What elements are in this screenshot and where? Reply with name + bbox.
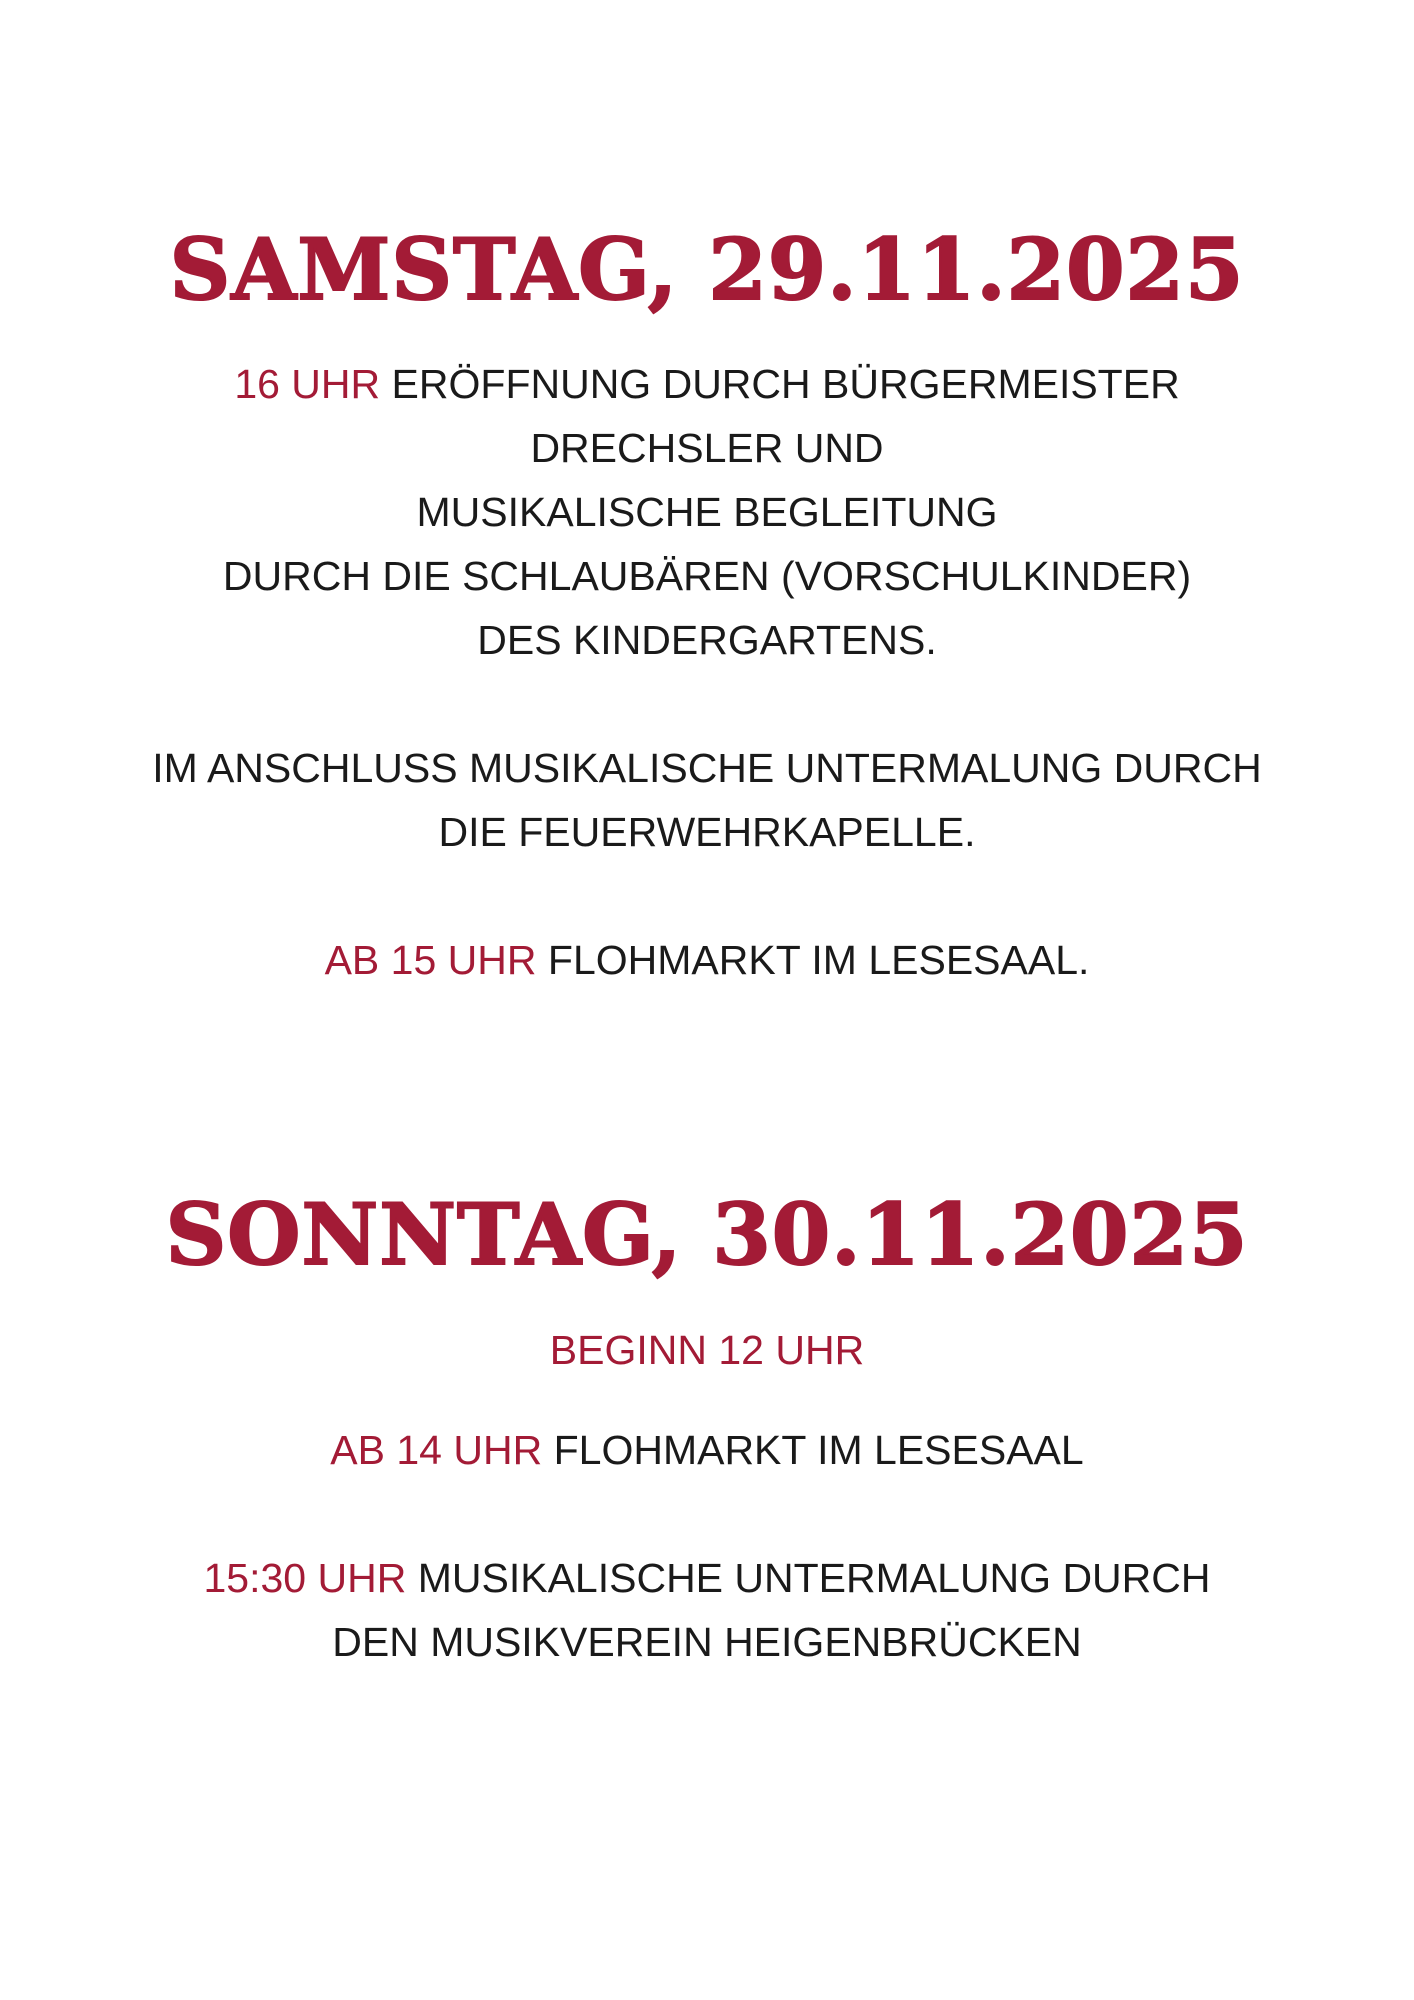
opening-line-5: DES KINDERGARTENS. xyxy=(477,617,937,663)
opening-line-1 xyxy=(0,352,1414,416)
saturday-followup-block xyxy=(0,736,1414,864)
sunday-fleamarket-time: AB 14 UHR xyxy=(330,1427,543,1473)
sunday-begin-block xyxy=(0,1318,1414,1382)
music-time: 15:30 UHR xyxy=(203,1555,407,1601)
sunday-fleamarket-block xyxy=(0,1418,1414,1482)
followup-line-2: DIE FEUERWEHRKAPELLE. xyxy=(438,809,976,855)
music-line-1-text: MUSIKALISCHE UNTERMALUNG DURCH xyxy=(417,1555,1211,1601)
opening-line-2: DRECHSLER UND xyxy=(530,425,884,471)
sunday-fleamarket-line xyxy=(0,1418,1414,1482)
sunday-music-block xyxy=(0,1546,1414,1674)
opening-time: 16 UHR xyxy=(234,361,381,407)
opening-line-1-text: ERÖFFNUNG DURCH BÜRGERMEISTER xyxy=(391,361,1180,407)
saturday-fleamarket-time: AB 15 UHR xyxy=(324,937,537,983)
opening-line-3: MUSIKALISCHE BEGLEITUNG xyxy=(416,489,998,535)
saturday-fleamarket-line xyxy=(0,928,1414,992)
saturday-heading: SAMSTAG, 29.11.2025 xyxy=(169,220,1245,319)
sunday-fleamarket-text: FLOHMARKT IM LESESAAL xyxy=(553,1427,1084,1473)
music-line-2: DEN MUSIKVEREIN HEIGENBRÜCKEN xyxy=(332,1619,1082,1665)
saturday-opening-block xyxy=(0,352,1414,672)
followup-line-1: IM ANSCHLUSS MUSIKALISCHE UNTERMALUNG DURCH xyxy=(152,745,1262,791)
saturday-fleamarket-text: FLOHMARKT IM LESESAAL. xyxy=(547,937,1090,983)
music-line-1 xyxy=(0,1546,1414,1610)
saturday-fleamarket-block xyxy=(0,928,1414,992)
sunday-heading: SONNTAG, 30.11.2025 xyxy=(165,1185,1249,1284)
sunday-begin: BEGINN 12 UHR xyxy=(549,1327,865,1373)
opening-line-4: DURCH DIE SCHLAUBÄREN (VORSCHULKINDER) xyxy=(222,553,1192,599)
